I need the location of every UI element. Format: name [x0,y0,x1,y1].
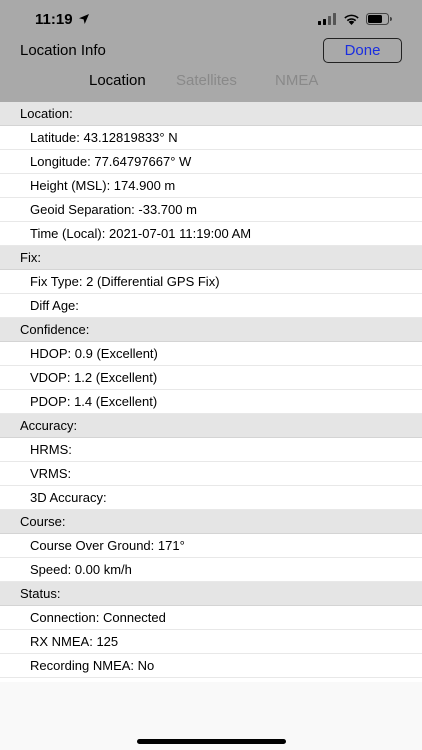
status-bar [0,0,422,40]
section-header-location: Location: [0,102,422,126]
list-item: Latitude: 43.12819833° N [0,126,422,150]
list-item: Geoid Separation: -33.700 m [0,198,422,222]
list-item: Speed: 0.00 km/h [0,558,422,582]
battery-icon [366,13,392,25]
section-header-status: Status: [0,582,422,606]
home-indicator[interactable] [137,739,286,744]
page-title: Location Info [20,42,106,59]
list-item: Height (MSL): 174.900 m [0,174,422,198]
section-header-accuracy: Accuracy: [0,414,422,438]
done-button[interactable]: Done [323,38,402,63]
list-item: RX NMEA: 125 [0,630,422,654]
location-arrow-icon [79,14,89,24]
list-item: Course Over Ground: 171° [0,534,422,558]
segmented-tabs [0,70,422,94]
wifi-icon [343,13,360,25]
info-list[interactable] [0,102,422,678]
list-item: PDOP: 1.4 (Excellent) [0,390,422,414]
list-item: Fix Type: 2 (Differential GPS Fix) [0,270,422,294]
list-item: Recording NMEA: No [0,654,422,678]
list-item: VDOP: 1.2 (Excellent) [0,366,422,390]
list-item: Longitude: 77.64797667° W [0,150,422,174]
list-item: VRMS: [0,462,422,486]
list-item: 3D Accuracy: [0,486,422,510]
tab-location[interactable]: Location [89,72,146,89]
list-item: Time (Local): 2021-07-01 11:19:00 AM [0,222,422,246]
tab-nmea[interactable]: NMEA [275,72,319,89]
section-header-confidence: Confidence: [0,318,422,342]
status-time: 11:19 [35,11,73,28]
list-item: Diff Age: [0,294,422,318]
section-header-fix: Fix: [0,246,422,270]
tab-satellites[interactable]: Satellites [176,72,237,89]
top-bar [0,0,422,102]
list-item: Connection: Connected [0,606,422,630]
cellular-signal-icon [318,13,337,25]
list-item: HDOP: 0.9 (Excellent) [0,342,422,366]
list-item: HRMS: [0,438,422,462]
section-header-course: Course: [0,510,422,534]
